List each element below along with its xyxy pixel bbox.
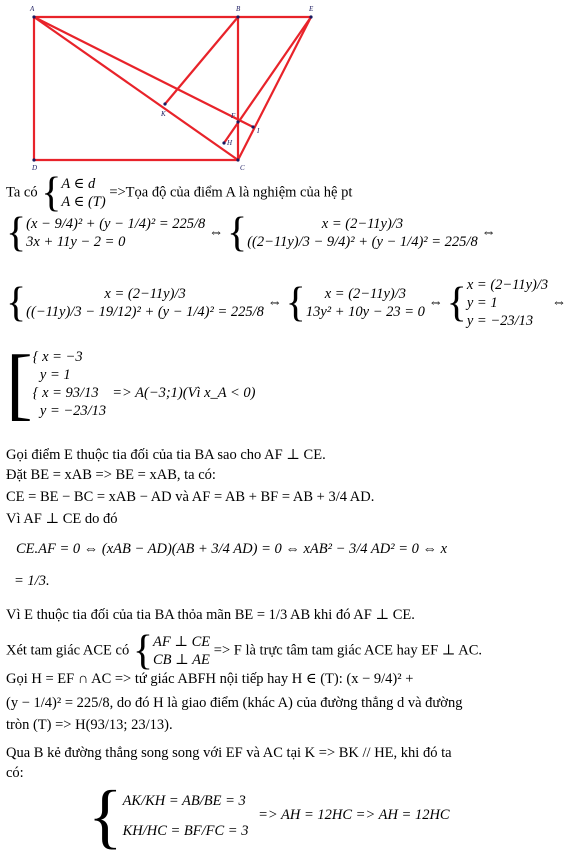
eq: ((2−11y)/3 − 9/4)² + (y − 1/4)² = 225/8 — [247, 234, 478, 250]
brace: { — [285, 280, 306, 326]
intro-suffix: =>Tọa độ của điểm A là nghiệm của hệ pt — [109, 184, 353, 201]
system-A — [61, 175, 105, 211]
eq: x = (2−11y)/3 — [321, 216, 404, 232]
label-F: F — [231, 112, 236, 120]
system-5 — [467, 276, 548, 330]
label-E: E — [309, 5, 314, 13]
eq: x = (2−11y)/3 — [324, 286, 407, 302]
para-6: = 1/3. — [14, 573, 50, 589]
system-3 — [26, 285, 264, 321]
system-6 — [153, 633, 210, 669]
para-3: CE = BE − BC = xAB − AD và AF = AB + BF = AB + 3/4 AD. — [6, 489, 375, 505]
para-9: Gọi H = EF ∩ AC => tứ giác ABFH nội tiếp hay H ∈ (T): (x − 9/4)² + — [6, 671, 414, 687]
brace: { — [41, 170, 62, 216]
geometry-figure — [0, 0, 517, 172]
ratio-2: KH/HC = BF/FC = 3 — [122, 823, 249, 839]
para-8 — [6, 628, 482, 674]
label-C: C — [240, 164, 245, 172]
sys-row: A ∈ d — [61, 176, 96, 192]
para-7: Vì E thuộc tia đối của tia BA thỏa mãn BE = 1/3 AB khi đó AF ⊥ CE. — [6, 607, 415, 623]
segment-BK — [165, 17, 238, 104]
system-2 — [247, 215, 478, 251]
ratio-rows — [123, 786, 249, 846]
label-D: D — [32, 164, 38, 172]
eq: CB ⊥ AE — [153, 652, 210, 668]
ratio-1: AK/KH = AB/BE = 3 — [122, 793, 246, 809]
eq: y = −23/13 — [466, 313, 534, 329]
segment-AC — [34, 17, 238, 160]
label-A: A — [30, 5, 35, 13]
brace: { — [88, 776, 123, 856]
equation-row-3 — [6, 340, 256, 440]
bracket: [ — [6, 340, 33, 428]
para-10: (y − 1/4)² = 225/8, do đó H là giao điểm (khác A) của đường thẳng d và đường — [6, 695, 463, 711]
label-I: I — [257, 127, 260, 135]
system-4 — [306, 285, 425, 321]
brace: { — [227, 210, 248, 256]
system-intro — [6, 170, 353, 216]
segment-EC — [238, 17, 311, 160]
p8-prefix: Xét tam giác ACE có — [6, 642, 130, 659]
equation-row-1 — [6, 212, 496, 268]
para-2: Đặt BE = xAB => BE = xAB, ta có: — [6, 467, 216, 483]
eq: ((−11y)/3 − 19/12)² + (y − 1/4)² = 225/8 — [26, 304, 264, 320]
sys-row: A ∈ (T) — [61, 194, 106, 210]
eq: 13y² + 10y − 23 = 0 — [305, 304, 425, 320]
solution-set — [33, 348, 256, 420]
ratio-result: => AH = 12HC => AH = 12HC — [258, 807, 450, 824]
label-H: H — [227, 139, 233, 147]
label-B: B — [236, 5, 241, 13]
eq: x = (2−11y)/3 — [104, 286, 186, 302]
brace: { — [446, 280, 467, 326]
para-5: CE.AF = 0 ⇔ (xAB − AD)(AB + 3/4 AD) = 0 ⇔ xAB² − 3/4 AD² = 0 ⇔ x — [16, 541, 448, 557]
intro-text: Ta có — [6, 184, 38, 201]
iff: ⇔ — [267, 294, 283, 311]
para-11: tròn (T) => H(93/13; 23/13). — [6, 717, 173, 733]
eq: 3x + 11y − 2 = 0 — [26, 234, 126, 250]
para-12: Qua B kẻ đường thẳng song song với EF và AC tại K => BK // HE, khi đó ta — [6, 745, 452, 761]
para-4: Vì AF ⊥ CE do đó — [6, 511, 118, 527]
solution-1: { x = −3 — [32, 349, 83, 365]
p8-suffix: => F là trực tâm tam giác ACE hay EF ⊥ AC. — [213, 642, 482, 659]
equation-row-2 — [6, 276, 566, 342]
brace: { — [6, 280, 27, 326]
iff: ⇔ — [208, 224, 224, 241]
para-13: có: — [6, 765, 24, 781]
eq: (x − 9/4)² + (y − 1/4)² = 225/8 — [26, 216, 206, 232]
label-K: K — [161, 110, 166, 118]
iff: ⇔ — [428, 294, 444, 311]
iff: ⇔ — [551, 294, 566, 311]
para-1: Gọi điểm E thuộc tia đối của tia BA sao cho AF ⊥ CE. — [6, 447, 326, 463]
brace: { — [132, 628, 154, 674]
solution-2b: y = −23/13 — [39, 403, 107, 419]
solution-2: { x = 93/13 => A(−3;1)(Vì x_A < 0) — [32, 385, 256, 401]
eq: x = (2−11y)/3 — [466, 277, 549, 293]
eq: y = 1 — [466, 295, 498, 311]
ratio-system — [88, 776, 450, 858]
segment-AI — [34, 17, 253, 127]
brace: { — [6, 210, 27, 256]
system-1 — [26, 215, 205, 251]
iff: ⇔ — [481, 224, 496, 241]
solution-1b: y = 1 — [39, 367, 71, 383]
eq: AF ⊥ CE — [153, 634, 211, 650]
